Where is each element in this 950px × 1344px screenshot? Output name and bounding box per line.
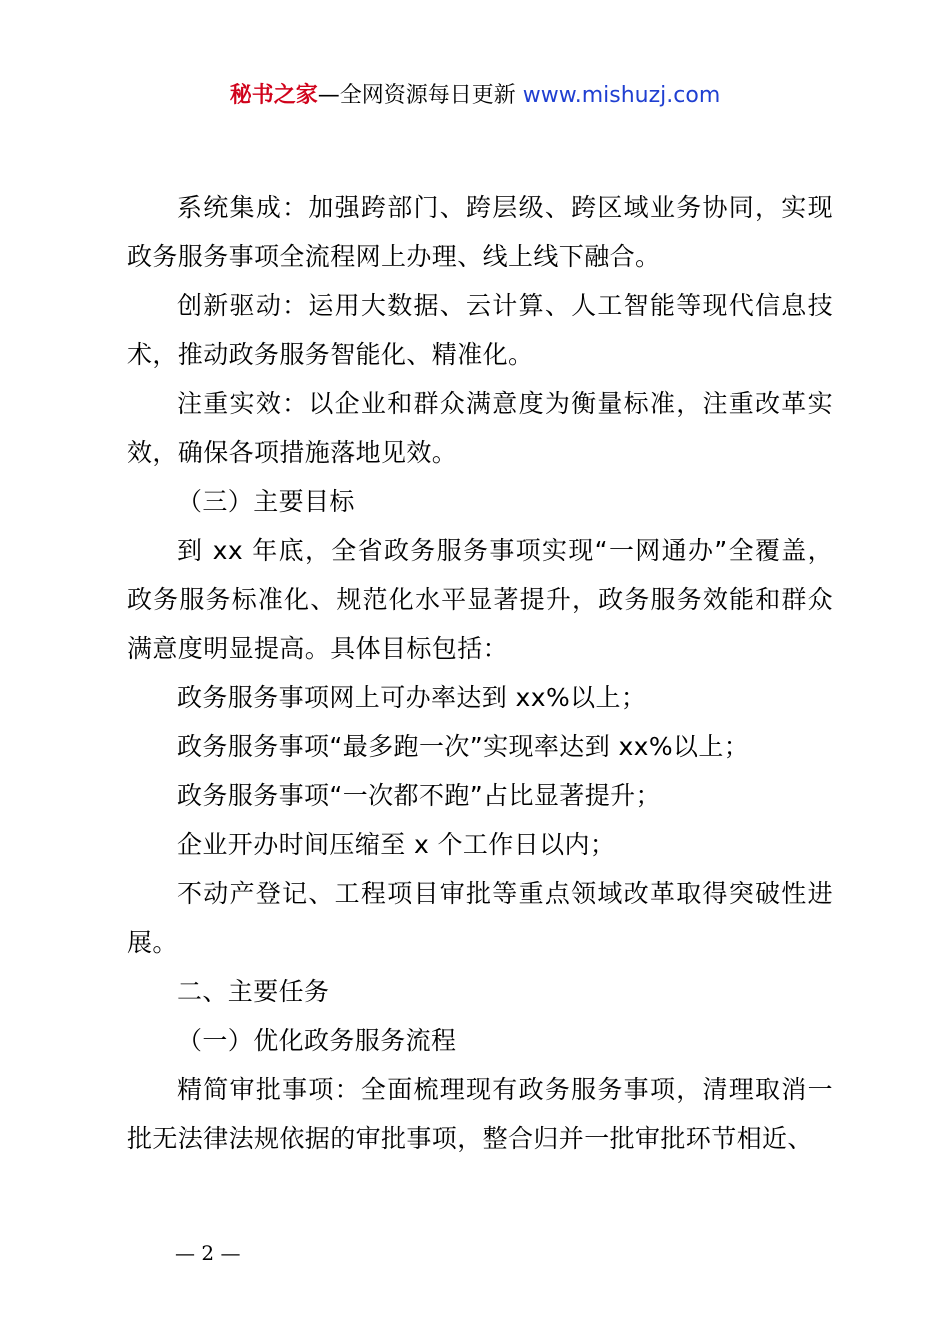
section-heading-main-goals: （三）主要目标: [177, 487, 355, 516]
paragraph-streamline-approvals: 精简审批事项：全面梳理现有政务服务事项，清理取消一批无法律法规依据的审批事项，整合归并一批审批环节相近、: [127, 1075, 833, 1153]
subsection-heading-optimize-process: （一）优化政务服务流程: [177, 1026, 457, 1055]
goal-item-no-run: 政务服务事项“一次都不跑”占比显著提升；: [177, 781, 661, 810]
site-brand-name: 秘书之家: [229, 83, 318, 108]
section-heading-main-tasks: 二、主要任务: [177, 977, 330, 1006]
site-header: [0, 80, 950, 112]
paragraph-goals-overview: 到 xx 年底，全省政务服务事项实现“一网通办”全覆盖，政务服务标准化、规范化水平显著提升，政务服务效能和群众满意度明显提高。具体目标包括：: [127, 536, 833, 663]
document-body: [127, 183, 833, 1163]
paragraph-innovation-driven: 创新驱动：运用大数据、云计算、人工智能等现代信息技术，推动政务服务智能化、精准化。: [127, 291, 833, 369]
goal-item-run-once: 政务服务事项“最多跑一次”实现率达到 xx%以上；: [177, 732, 750, 761]
paragraph-practical-results: 注重实效：以企业和群众满意度为衡量标准，注重改革实效，确保各项措施落地见效。: [127, 389, 833, 467]
site-url-link[interactable]: www.mishuzj.com: [522, 83, 721, 108]
paragraph-system-integration: 系统集成：加强跨部门、跨层级、跨区域业务协同，实现政务服务事项全流程网上办理、线上线下融合。: [127, 193, 833, 271]
goal-item-online-rate: 政务服务事项网上可办率达到 xx%以上；: [177, 683, 647, 712]
site-tagline: —全网资源每日更新: [317, 83, 516, 108]
goal-item-business-startup: 企业开办时间压缩至 x 个工作日以内；: [177, 830, 616, 859]
goal-item-key-areas: 不动产登记、工程项目审批等重点领域改革取得突破性进展。: [127, 879, 833, 957]
page-number: — 2 —: [175, 1241, 241, 1265]
